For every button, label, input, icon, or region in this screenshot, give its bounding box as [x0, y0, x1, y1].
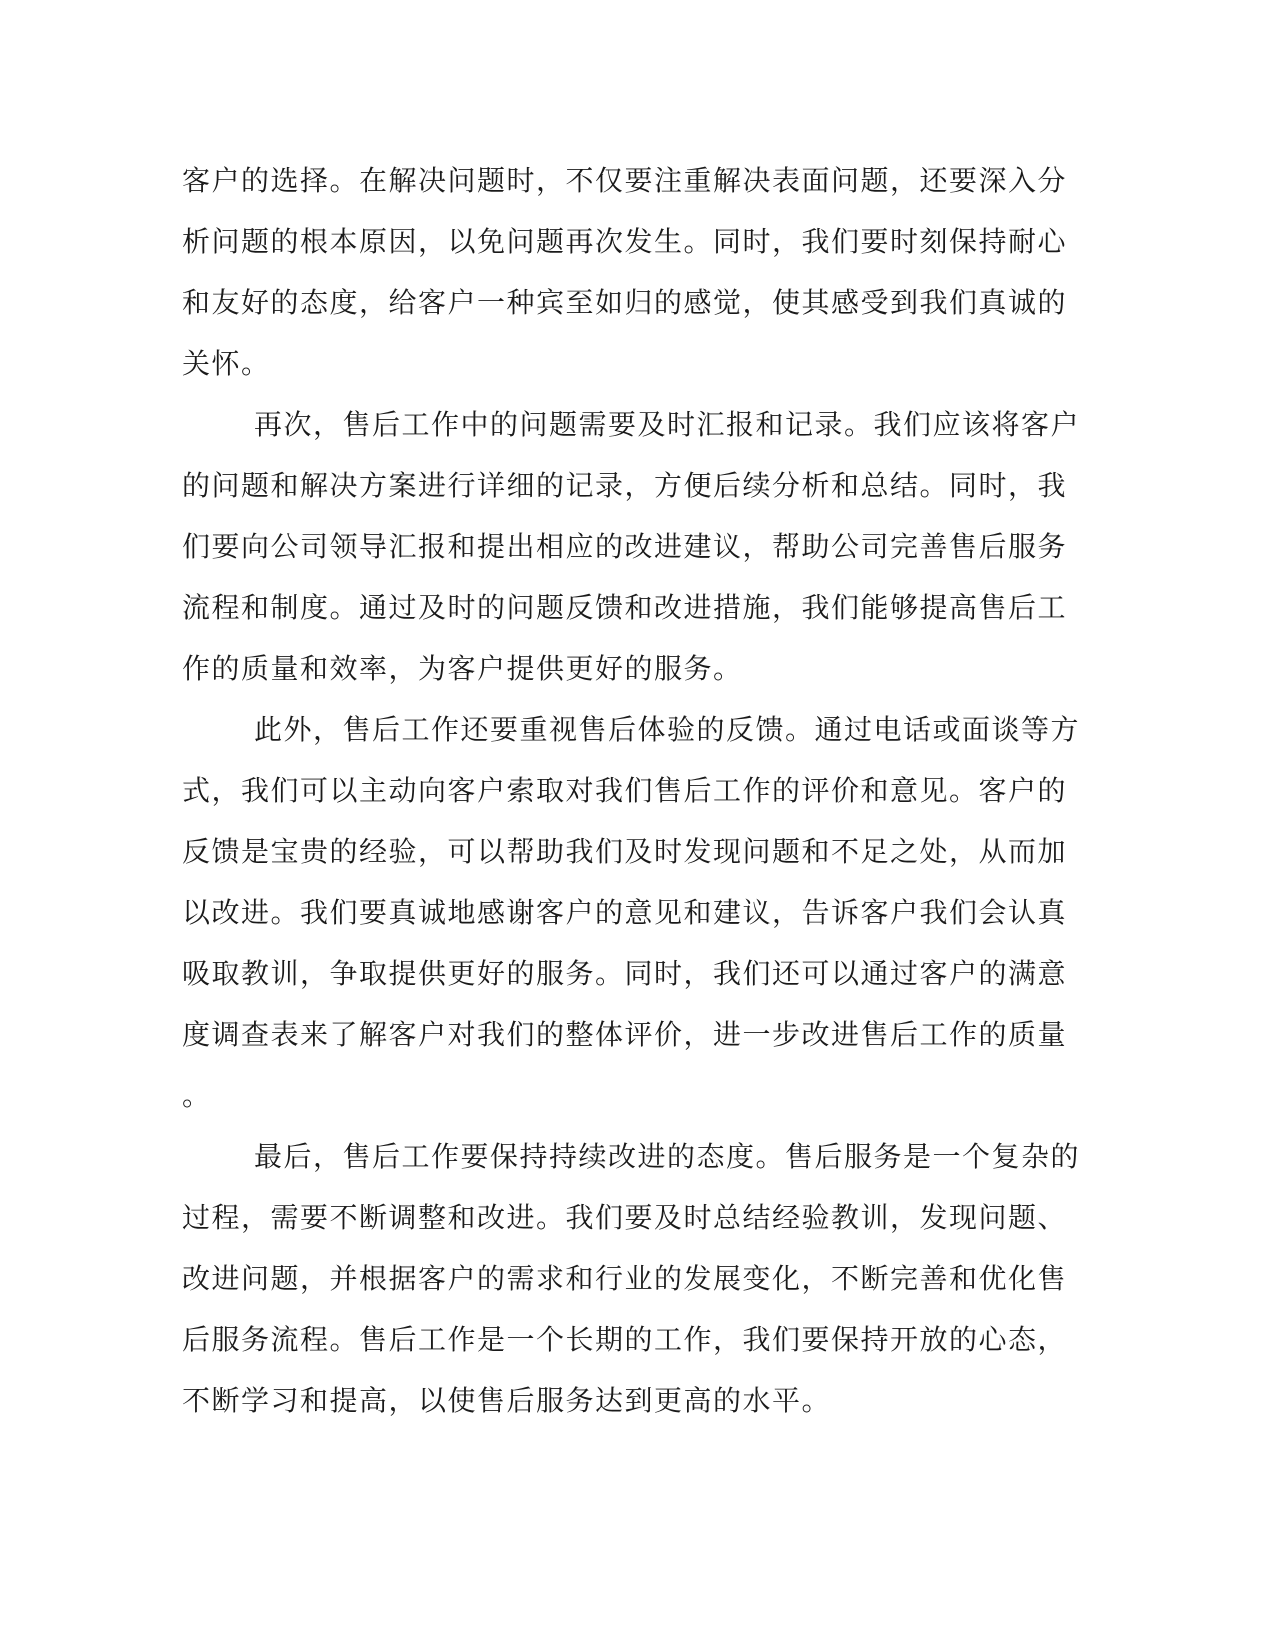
paragraph-start-line: 最后，售后工作要保持持续改进的态度。售后服务是一个复杂的 [254, 1140, 1081, 1173]
text-line: 和友好的态度，给客户一种宾至如归的感觉，使其感受到我们真诚的 [182, 286, 1068, 319]
text-line: 度调查表来了解客户对我们的整体评价，进一步改进售后工作的质量 [182, 1018, 1068, 1051]
text-line: 。 [182, 1079, 212, 1112]
text-line: 不断学习和提高，以使售后服务达到更高的水平。 [182, 1384, 832, 1417]
text-line: 关怀。 [182, 347, 271, 380]
text-line: 析问题的根本原因，以免问题再次发生。同时，我们要时刻保持耐心 [182, 225, 1068, 258]
text-line: 改进问题，并根据客户的需求和行业的发展变化，不断完善和优化售 [182, 1262, 1068, 1295]
paragraph-start-line: 再次，售后工作中的问题需要及时汇报和记录。我们应该将客户 [254, 408, 1081, 441]
text-line: 的问题和解决方案进行详细的记录，方便后续分析和总结。同时，我 [182, 469, 1068, 502]
text-line: 客户的选择。在解决问题时，不仅要注重解决表面问题，还要深入分 [182, 164, 1068, 197]
text-line: 流程和制度。通过及时的问题反馈和改进措施，我们能够提高售后工 [182, 591, 1068, 624]
text-line: 反馈是宝贵的经验，可以帮助我们及时发现问题和不足之处，从而加 [182, 835, 1068, 868]
text-line: 以改进。我们要真诚地感谢客户的意见和建议，告诉客户我们会认真 [182, 896, 1068, 929]
document-body [182, 150, 1081, 1431]
text-line: 后服务流程。售后工作是一个长期的工作，我们要保持开放的心态， [182, 1323, 1068, 1356]
text-line: 吸取教训，争取提供更好的服务。同时，我们还可以通过客户的满意 [182, 957, 1068, 990]
text-line: 式，我们可以主动向客户索取对我们售后工作的评价和意见。客户的 [182, 774, 1068, 807]
text-line: 过程，需要不断调整和改进。我们要及时总结经验教训，发现问题、 [182, 1201, 1068, 1234]
text-line: 们要向公司领导汇报和提出相应的改进建议，帮助公司完善售后服务 [182, 530, 1068, 563]
paragraph-start-line: 此外，售后工作还要重视售后体验的反馈。通过电话或面谈等方 [254, 713, 1081, 746]
text-line: 作的质量和效率，为客户提供更好的服务。 [182, 652, 743, 685]
